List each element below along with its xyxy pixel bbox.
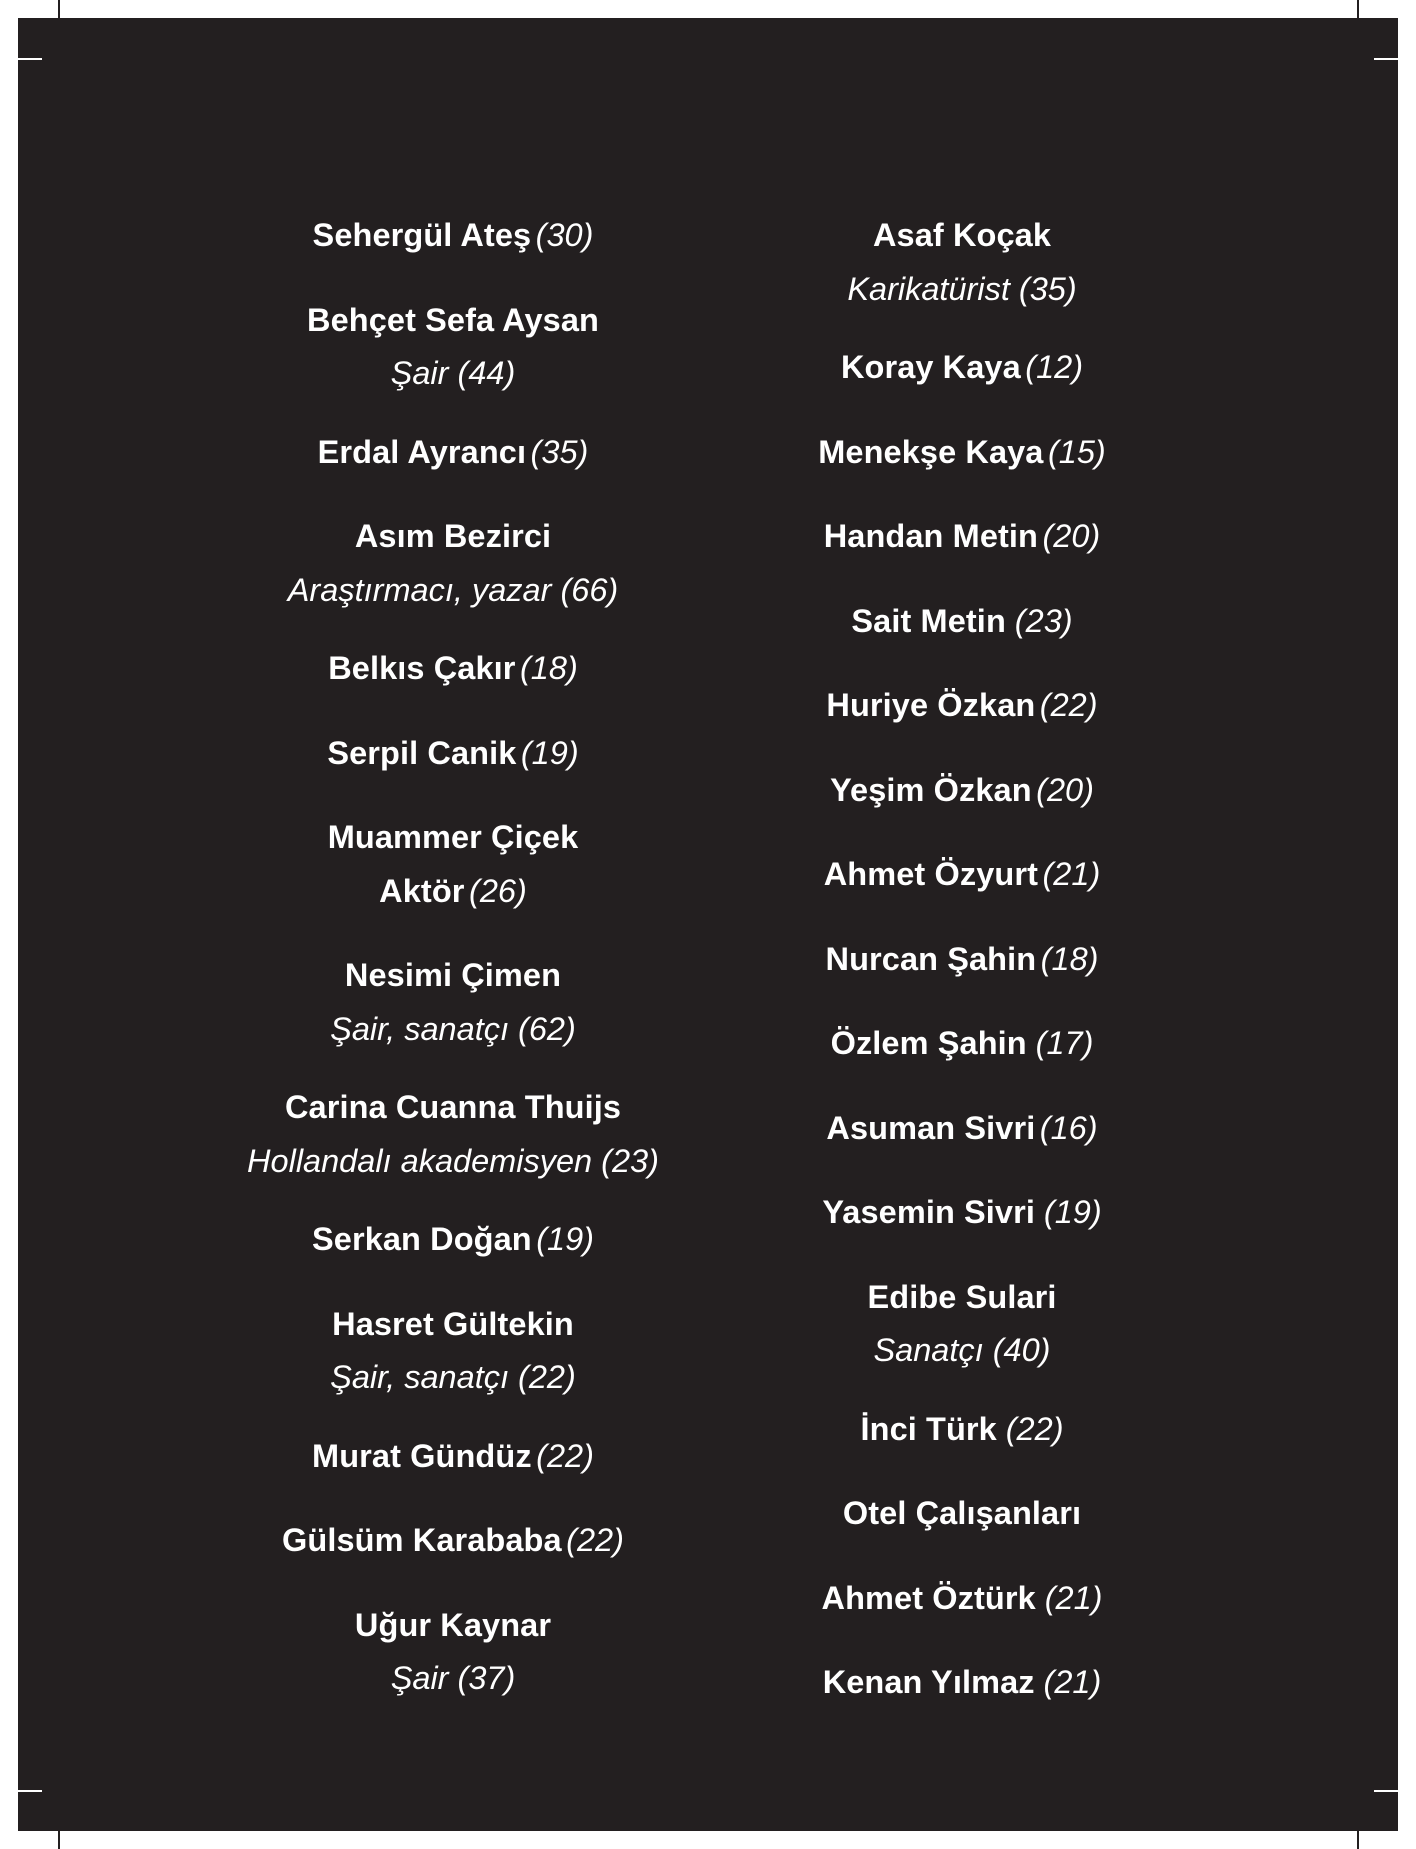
person-role: Karikatürist (35) <box>847 270 1077 307</box>
name-entry <box>830 767 1094 821</box>
person-role: Şair, sanatçı (22) <box>330 1359 576 1395</box>
person-age: (22) <box>1005 1410 1064 1447</box>
person-name: Koray Kaya <box>840 349 1021 385</box>
name-entry <box>860 1406 1063 1460</box>
entry-first-line <box>826 1105 1097 1159</box>
person-name: Asaf Koçak <box>872 217 1052 253</box>
entry-first-line <box>841 344 1083 398</box>
person-age: (35) <box>530 433 589 470</box>
name-entry <box>330 1301 576 1402</box>
name-entry <box>328 645 578 699</box>
name-entry <box>313 212 594 266</box>
crop-mark-bottom-left-v <box>58 1809 60 1849</box>
crop-mark-top-left-v <box>58 0 60 40</box>
name-entry <box>818 429 1105 483</box>
entry-first-line <box>307 297 599 351</box>
entry-first-line <box>822 1575 1103 1629</box>
entry-first-line <box>328 645 578 699</box>
person-role: Sanatçı (40) <box>873 1332 1051 1368</box>
person-name: Edibe Sulari <box>867 1278 1057 1315</box>
person-role: Hollandalı akademisyen (23) <box>247 1142 659 1179</box>
entry-first-line <box>843 1490 1081 1544</box>
person-name: Sehergül Ateş <box>312 217 532 253</box>
entry-first-line <box>860 1406 1063 1460</box>
person-age: (21) <box>1042 856 1101 892</box>
person-role <box>328 868 579 922</box>
person-name: Nurcan Şahin <box>825 940 1037 977</box>
person-age: (12) <box>1025 349 1084 385</box>
person-age: (16) <box>1039 1109 1098 1146</box>
name-entry <box>822 1575 1103 1629</box>
person-name: Ahmet Özyurt <box>823 856 1039 892</box>
person-name: Uğur Kaynar <box>354 1606 552 1643</box>
person-age: (26) <box>469 872 527 909</box>
person-age: (19) <box>1043 1194 1102 1230</box>
name-entry <box>282 1517 624 1571</box>
person-age: (22) <box>536 1437 594 1474</box>
entry-first-line <box>313 212 594 266</box>
entry-first-line <box>830 767 1094 821</box>
name-entry <box>826 936 1099 990</box>
entry-first-line <box>824 513 1101 567</box>
name-age-gap <box>1035 1680 1044 1697</box>
name-entry <box>847 212 1076 313</box>
person-name: Muammer Çiçek <box>327 819 579 855</box>
name-entry <box>328 814 579 921</box>
person-age: (17) <box>1035 1025 1094 1061</box>
person-age: (18) <box>519 650 578 686</box>
entry-first-line <box>826 682 1097 736</box>
entry-first-line <box>247 1084 659 1138</box>
name-entry <box>823 1659 1102 1713</box>
crop-mark-bottom-right-v <box>1357 1809 1359 1849</box>
name-age-gap <box>997 1427 1006 1444</box>
entry-first-line <box>847 212 1076 266</box>
name-entry <box>330 952 576 1053</box>
person-name: Ahmet Öztürk <box>821 1579 1036 1616</box>
name-age-gap <box>1006 619 1015 636</box>
person-age: (19) <box>520 734 579 771</box>
crop-mark-bottom-left-h <box>18 1790 42 1792</box>
person-name: Carina Cuanna Thuijs <box>284 1089 622 1125</box>
entry-first-line <box>823 1659 1102 1713</box>
person-name: Nesimi Çimen <box>344 957 562 993</box>
person-age: (20) <box>1042 518 1101 554</box>
person-age: (22) <box>566 1522 624 1558</box>
entry-first-line <box>867 1274 1056 1328</box>
person-name: Asım Bezirci <box>354 518 552 554</box>
person-age: (19) <box>536 1221 594 1257</box>
person-name: Murat Gündüz <box>312 1437 532 1474</box>
name-entry <box>307 297 599 398</box>
name-entry <box>327 730 578 784</box>
person-role: Şair, sanatçı (62) <box>330 1010 576 1047</box>
person-name: Menekşe Kaya <box>818 433 1044 470</box>
name-entry <box>831 1020 1094 1074</box>
entry-first-line <box>851 598 1072 652</box>
name-entry <box>826 682 1097 736</box>
name-age-gap <box>1027 1041 1036 1058</box>
name-entry <box>841 344 1083 398</box>
entry-first-line <box>312 1433 594 1487</box>
person-name: Kenan Yılmaz <box>822 1664 1035 1700</box>
person-role: Araştırmacı, yazar (66) <box>287 571 619 608</box>
person-name: Otel Çalışanları <box>842 1495 1082 1531</box>
person-age: (22) <box>1039 687 1098 723</box>
crop-mark-bottom-right-h <box>1374 1790 1398 1792</box>
name-entry <box>851 598 1072 652</box>
person-name: Belkıs Çakır <box>328 650 516 686</box>
entry-first-line <box>282 1517 624 1571</box>
person-role: Şair (44) <box>390 355 516 391</box>
entry-first-line <box>824 851 1101 905</box>
names-column-left <box>173 212 733 1734</box>
name-entry <box>843 1490 1081 1544</box>
entry-first-line <box>822 1189 1101 1243</box>
person-age: (18) <box>1040 940 1099 977</box>
name-entry <box>824 851 1101 905</box>
crop-mark-top-right-h <box>1374 58 1398 60</box>
entry-first-line <box>288 513 619 567</box>
person-name: Behçet Sefa Aysan <box>307 301 599 338</box>
person-role: Şair (37) <box>390 1660 516 1696</box>
name-entry <box>826 1105 1097 1159</box>
crop-mark-top-right-v <box>1357 0 1359 40</box>
entry-first-line <box>330 1301 576 1355</box>
person-name: Hasret Gültekin <box>332 1305 574 1342</box>
name-age-gap <box>1036 1596 1045 1613</box>
person-name: Erdal Ayrancı <box>317 433 527 470</box>
name-entry <box>312 1433 594 1487</box>
entry-first-line <box>826 936 1099 990</box>
name-age-gap <box>1035 1210 1044 1227</box>
entry-first-line <box>328 814 579 868</box>
person-age: (21) <box>1044 1579 1103 1616</box>
person-name: Huriye Özkan <box>826 687 1036 723</box>
name-entry <box>355 1602 551 1703</box>
name-entry <box>312 1216 594 1270</box>
person-name: Yeşim Özkan <box>830 771 1032 808</box>
person-name: Handan Metin <box>823 518 1038 554</box>
entry-first-line <box>818 429 1105 483</box>
role-title: Aktör <box>379 872 465 909</box>
person-name: Yasemin Sivri <box>822 1194 1035 1230</box>
name-entry <box>318 429 589 483</box>
name-entry <box>867 1274 1056 1375</box>
person-age: (21) <box>1043 1664 1102 1700</box>
person-name: Serkan Doğan <box>312 1221 532 1257</box>
person-name: Gülsüm Karababa <box>282 1522 562 1558</box>
person-age: (30) <box>535 217 594 253</box>
entry-first-line <box>355 1602 551 1656</box>
entry-first-line <box>330 952 576 1006</box>
names-column-right <box>682 212 1242 1744</box>
name-entry <box>247 1084 659 1185</box>
crop-mark-top-left-h <box>18 58 42 60</box>
person-age: (23) <box>1014 602 1073 639</box>
person-age: (20) <box>1036 771 1094 808</box>
person-name: Özlem Şahin <box>830 1025 1027 1061</box>
person-name: İnci Türk <box>860 1410 997 1447</box>
entry-first-line <box>831 1020 1094 1074</box>
name-entry <box>822 1189 1101 1243</box>
entry-first-line <box>318 429 589 483</box>
person-name: Serpil Canik <box>327 734 517 771</box>
person-age: (15) <box>1047 433 1106 470</box>
entry-first-line <box>327 730 578 784</box>
entry-first-line <box>312 1216 594 1270</box>
person-name: Sait Metin <box>851 602 1006 639</box>
name-entry <box>824 513 1101 567</box>
person-name: Asuman Sivri <box>826 1109 1036 1146</box>
name-entry <box>288 513 619 614</box>
